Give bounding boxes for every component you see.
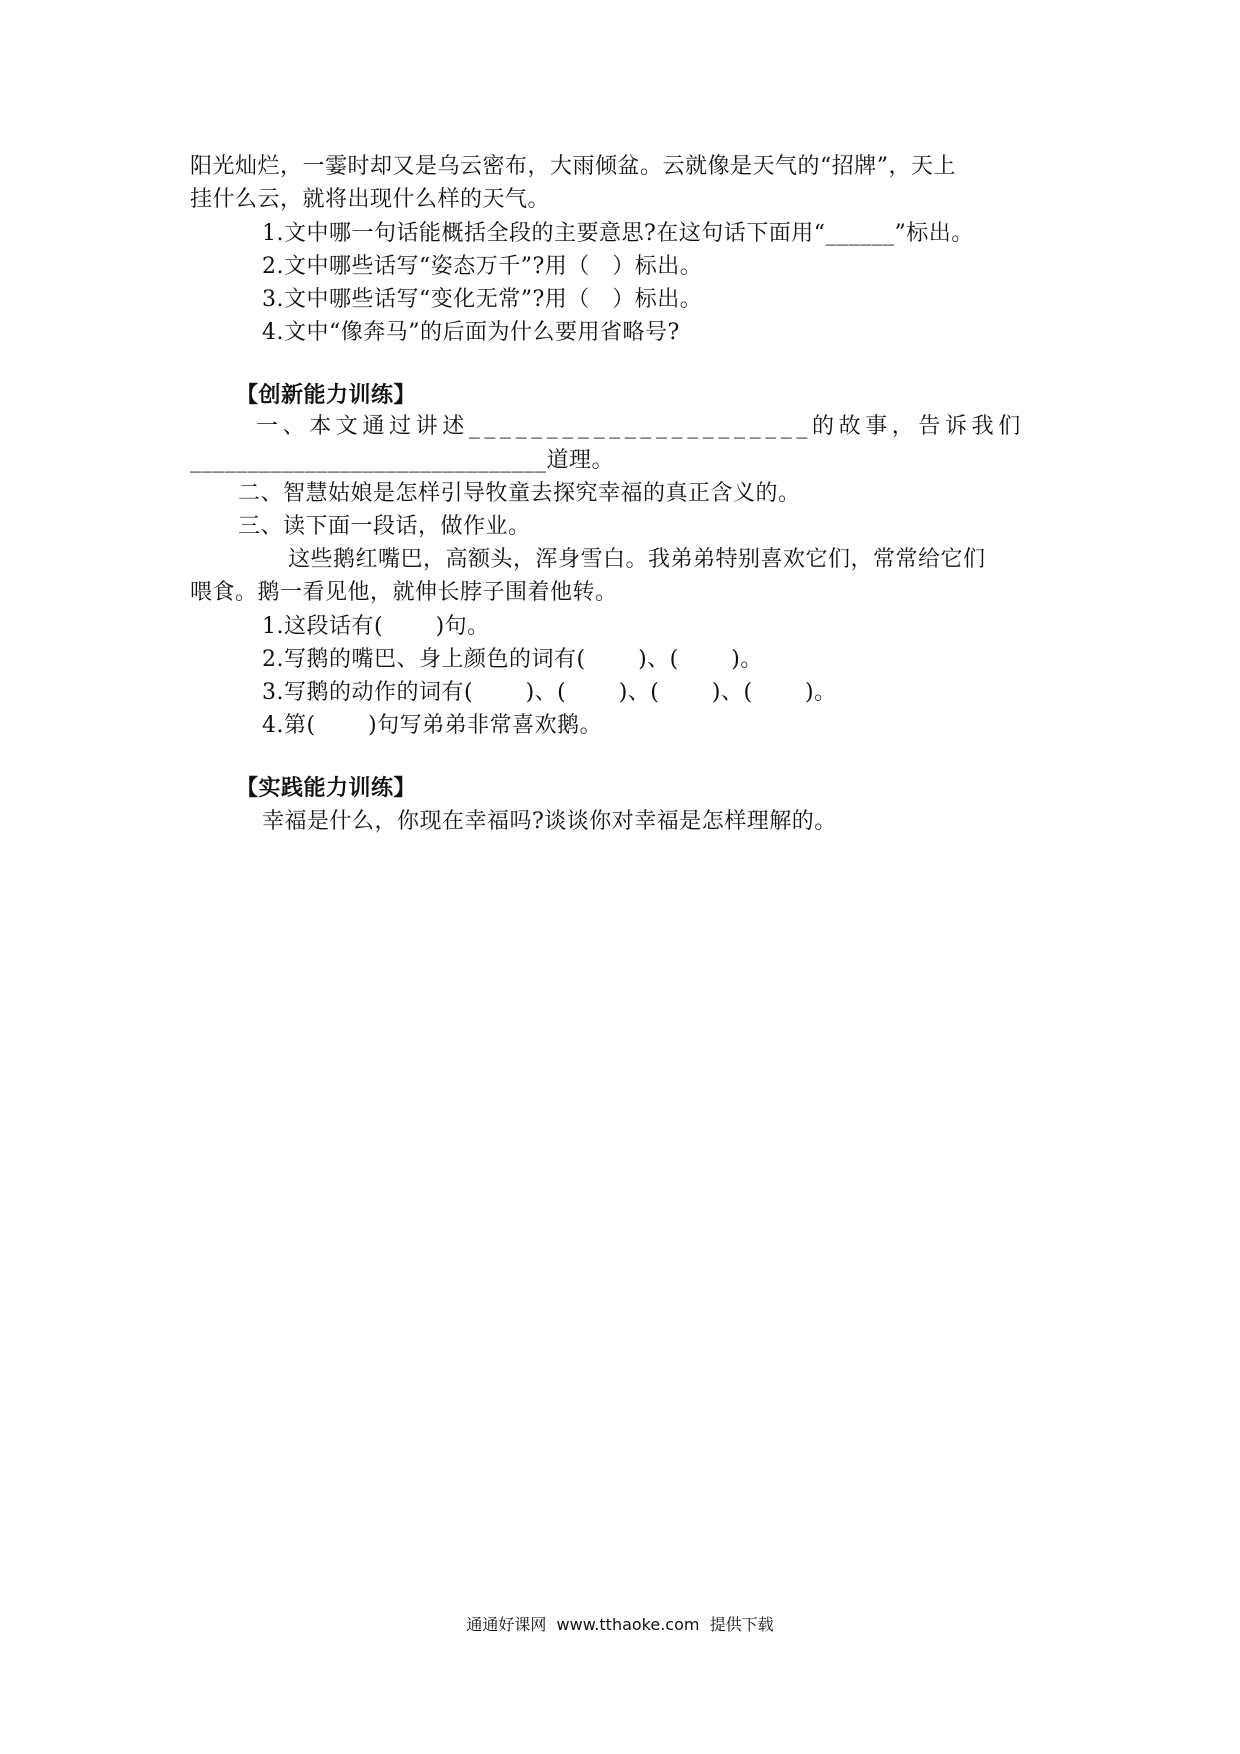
reading-passage-line-2: 喂食。鹅一看见他，就伸长脖子围着他转。 (190, 580, 618, 605)
innovation-question-1-line-1: 一、本文通过讲述______________________的故事，告诉我们 (256, 414, 1025, 439)
innovation-question-3: 三、读下面一段话，做作业。 (238, 514, 531, 539)
innovation-question-1-line-2: _______________________________道理。 (190, 448, 615, 473)
reading-sub-question-3: 3.写鹅的动作的词有( )、( )、( )、( )。 (262, 680, 837, 705)
section-heading-innovation: 【创新能力训练】 (236, 382, 417, 408)
reading-sub-question-4: 4.第( )句写弟弟非常喜欢鹅。 (262, 713, 603, 738)
passage-question-1: 1.文中哪一句话能概括全段的主要意思?在这句话下面用“______”标出。 (262, 221, 974, 246)
passage-question-3: 3.文中哪些话写“变化无常”?用（ ）标出。 (262, 287, 703, 312)
reading-sub-question-2: 2.写鹅的嘴巴、身上颜色的词有( )、( )。 (262, 647, 763, 672)
passage-question-2: 2.文中哪些话写“姿态万千”?用（ ）标出。 (262, 254, 703, 279)
innovation-question-2: 二、智慧姑娘是怎样引导牧童去探究幸福的真正含义的。 (238, 481, 801, 506)
page-footer: 通通好课网 www.tthaoke.com 提供下载 (466, 1615, 774, 1634)
reading-sub-question-1: 1.这段话有( )句。 (262, 614, 490, 639)
practice-question: 幸福是什么，你现在幸福吗?谈谈你对幸福是怎样理解的。 (262, 809, 837, 834)
section-heading-practice: 【实践能力训练】 (236, 775, 417, 801)
passage-line-1: 阳光灿烂，一霎时却又是乌云密布，大雨倾盆。云就像是天气的“招牌”，天上 (190, 154, 956, 179)
passage-question-4: 4.文中“像奔马”的后面为什么要用省略号? (262, 320, 680, 345)
reading-passage-line-1: 这些鹅红嘴巴，高额头，浑身雪白。我弟弟特别喜欢它们，常常给它们 (288, 547, 986, 572)
passage-line-2: 挂什么云，就将出现什么样的天气。 (190, 187, 551, 212)
